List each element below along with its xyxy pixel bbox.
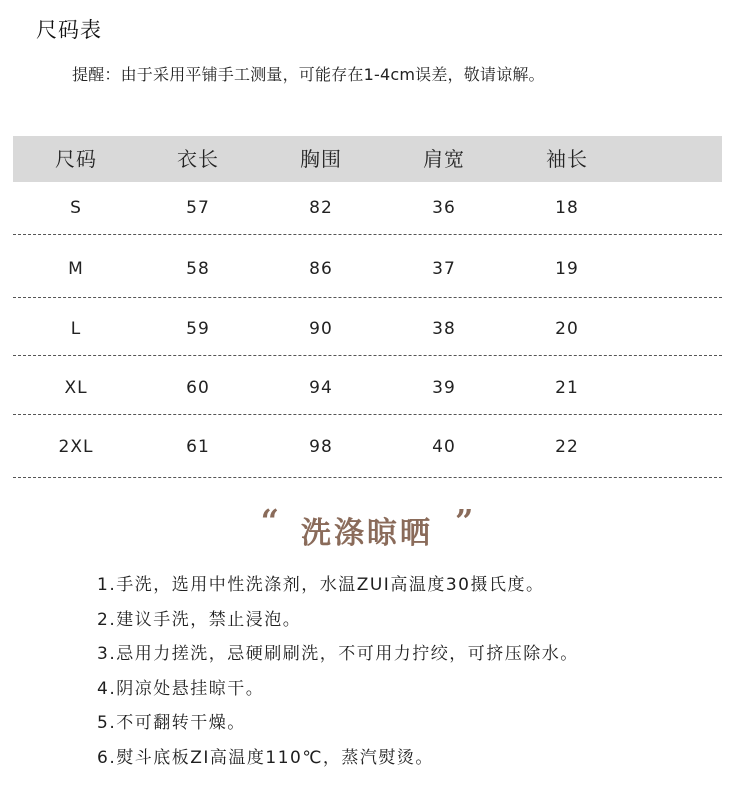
table-row [13,356,722,415]
cell-size: L [70,319,82,339]
cell-size: XL [64,378,88,398]
list-item: 4.阴凉处悬挂晾干。 [97,678,265,699]
cell-sleeve: 18 [555,198,579,218]
header-length: 衣长 [177,147,219,171]
size-table [13,136,722,478]
cell-chest: 90 [309,319,333,339]
wash-title-text: 洗涤晾晒 [301,516,433,551]
measurement-notice: 提醒：由于采用平铺手工测量，可能存在1-4cm误差，敬请谅解。 [72,65,545,84]
header-chest: 胸围 [300,147,342,171]
list-item: 1.手洗，选用中性洗涤剂，水温ZUI高温度30摄氏度。 [97,575,545,595]
cell-size: 2XL [58,437,94,457]
cell-sleeve: 19 [555,259,579,279]
list-item: 2.建议手洗，禁止浸泡。 [97,609,302,630]
cell-length: 58 [186,259,210,279]
cell-size: S [70,198,82,218]
cell-size: M [68,259,84,279]
cell-chest: 82 [309,198,333,218]
page-title: 尺码表 [36,18,102,42]
cell-shoulder: 36 [432,198,456,218]
cell-shoulder: 37 [432,259,456,279]
wash-instructions [97,571,579,778]
cell-length: 60 [186,378,210,398]
table-row [13,298,722,356]
cell-length: 61 [186,437,210,457]
table-row [13,415,722,478]
cell-chest: 94 [309,378,333,398]
cell-chest: 98 [309,437,333,457]
list-item: 6.熨斗底板ZI高温度110℃，蒸汽熨烫。 [97,747,434,768]
cell-length: 59 [186,319,210,339]
header-shoulder: 肩宽 [423,147,465,171]
header-size: 尺码 [55,147,97,171]
cell-shoulder: 40 [432,437,456,457]
cell-length: 57 [186,198,210,218]
close-quote: ” [455,502,474,540]
wash-section-title [0,502,734,552]
cell-chest: 86 [309,259,333,279]
list-item: 5.不可翻转干燥。 [97,713,246,733]
open-quote: “ [260,502,279,540]
cell-sleeve: 20 [555,319,579,339]
cell-sleeve: 21 [555,378,579,398]
table-row [13,235,722,298]
table-header [13,136,722,182]
list-item: 3.忌用力搓洗，忌硬刷刷洗，不可用力拧绞，可挤压除水。 [97,644,579,664]
cell-shoulder: 38 [432,319,456,339]
cell-shoulder: 39 [432,378,456,398]
table-row [13,182,722,235]
header-sleeve: 袖长 [546,147,588,171]
cell-sleeve: 22 [555,437,579,457]
